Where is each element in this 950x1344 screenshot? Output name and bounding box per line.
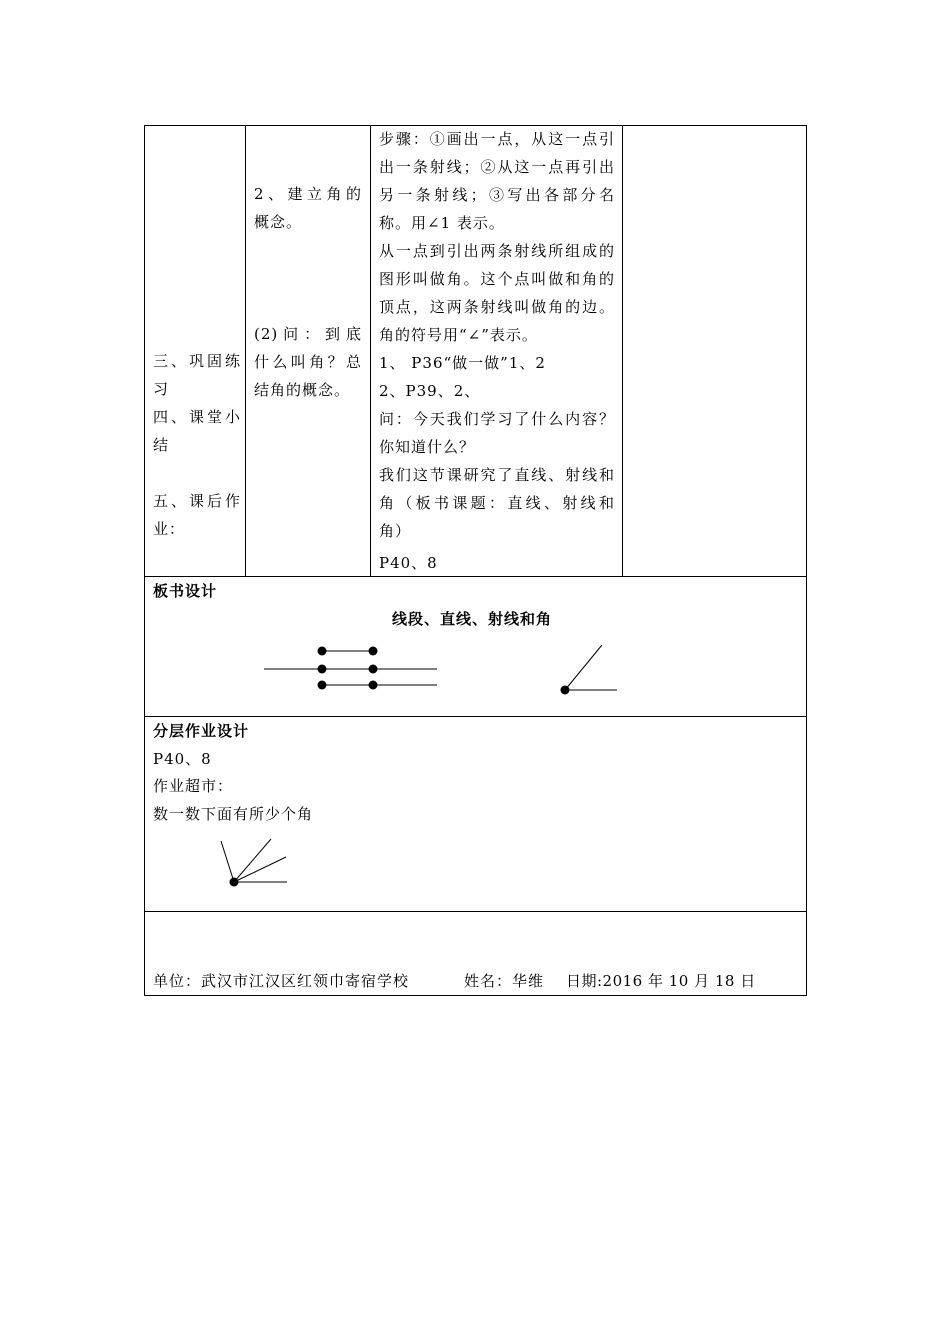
homework-heading: 分层作业设计 bbox=[153, 722, 250, 740]
question-text: (2)问：到底 bbox=[254, 325, 362, 343]
footer-unit: 单位：武汉市江汉区红领巾寄宿学校 bbox=[153, 972, 410, 990]
homework-line: P40、8 bbox=[153, 750, 212, 768]
content-line: 2、P39、2、 bbox=[379, 382, 481, 400]
question-text: 什么叫角？总 bbox=[254, 353, 362, 371]
stage-label: 习 bbox=[153, 380, 170, 398]
question-text: 结角的概念。 bbox=[254, 381, 351, 399]
column-divider-2 bbox=[370, 125, 371, 577]
stage-label: 五、课后作 bbox=[153, 492, 241, 510]
column-divider-3 bbox=[622, 125, 623, 577]
content-line: 问：今天我们学习了什么内容？ bbox=[379, 410, 615, 428]
content-line: 角（板书课题：直线、射线和 bbox=[379, 494, 615, 512]
content-line: 角） bbox=[379, 522, 412, 540]
content-line: 步骤：①画出一点，从这一点引 bbox=[379, 130, 615, 148]
content-line: 角的符号用“∠”表示。 bbox=[379, 326, 538, 344]
line-segment-diagram bbox=[260, 640, 440, 696]
step-text: 2、建立角的 bbox=[254, 185, 362, 203]
content-line: P40、8 bbox=[379, 554, 438, 572]
stage-label: 三、巩固练 bbox=[153, 352, 241, 370]
content-line: 你知道什么？ bbox=[379, 438, 476, 456]
content-line: 称。用∠1 表示。 bbox=[379, 214, 505, 232]
board-design-heading: 板书设计 bbox=[153, 582, 218, 600]
homework-line: 数一数下面有所少个角 bbox=[153, 805, 314, 823]
footer-date: 日期:2016 年 10 月 18 日 bbox=[566, 972, 756, 990]
content-line: 图形叫做角。这个点叫做和角的 bbox=[379, 270, 615, 288]
content-line: 1、 P36“做一做”1、2 bbox=[379, 354, 546, 372]
content-line: 我们这节课研究了直线、射线和 bbox=[379, 466, 615, 484]
content-line: 另一条射线；③写出各部分名 bbox=[379, 186, 615, 204]
content-line: 出一条射线；②从这一点再引出 bbox=[379, 158, 615, 176]
stage-label: 四、课堂小 bbox=[153, 408, 241, 426]
homework-line: 作业超市： bbox=[153, 777, 234, 795]
stage-label: 业： bbox=[153, 520, 186, 538]
angle-diagram bbox=[555, 640, 625, 700]
content-line: 从一点到引出两条射线所组成的 bbox=[379, 242, 615, 260]
stage-label: 结 bbox=[153, 436, 170, 454]
board-title: 线段、直线、射线和角 bbox=[392, 610, 553, 628]
content-line: 顶点，这两条射线叫做角的边。 bbox=[379, 298, 615, 316]
step-text: 概念。 bbox=[254, 213, 303, 231]
column-divider-1 bbox=[245, 125, 246, 577]
footer-name: 姓名：华维 bbox=[464, 972, 545, 990]
row-divider-3 bbox=[144, 911, 807, 912]
angle-count-diagram bbox=[215, 835, 295, 890]
